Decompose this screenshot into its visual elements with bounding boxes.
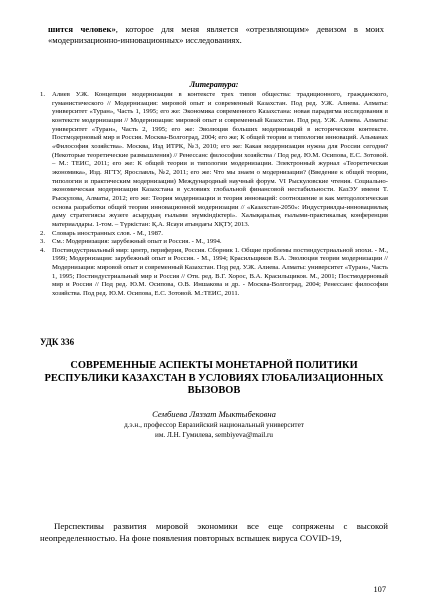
affiliation-line: д.э.н., профессор Евразийский национальный университет: [124, 421, 304, 429]
reference-text: Постиндустриальный мир: центр, периферия, Россия. Сборник 1. Общие проблемы постиндустриальной эпохи. - М., 1999; Модернизация: зарубежный опыт и Россия. - М., 1994; Красильщиков В.А. Эволюция теории модернизации // Модернизация: мировой опыт и современный Казахстан. Под ред. У.Ж. Алиева. Алматы: университет «Туран», Часть 1, 1995; Постиндустриальный мир и Россия // Отв. ред. В.Г. Хорос, В.А. Красильщиков. М., 2001; Постмодерновый мир и Россия // Под ред. Ю.М. Осипова, О.В. Иншакова и др. - Москва-Волгоград, 2004; Ренессанс философии хозяйства. Под ред. Ю.М. Осипова, Е.С. Зотовой. М.:ТЕИС, 2011.: [52, 246, 388, 298]
intro-bold-text: шится человек»: [48, 24, 116, 34]
reference-text: Алиев У.Ж. Концепция модернизации в контексте трех типов общества: традиционного, гражданского, гуманистического // Модернизация: мировой опыт и современный Казахстан. Под ред. У.Ж. Алиева. Алматы: университет «Туран», Часть 1, 1995; его же: Экономика современного Казахстана: новая парадигма исследования в контексте модернизации // Модернизация: мировой опыт и современный Казахстан. Под ред. У.Ж. Алиева. Алматы: университет «Туран», Часть 2, 1995; его же: Эволюция больших модернизаций в историческом контексте. Постмодерновый мир и Россия. Москва-Волгоград, 2004; его же; К общей теории и типологии инноваций. Альманах «Философия хозяйства». Москва, Изд ИТРК, №3, 2010; его же: Какая модернизация нужна для России сегодня? (Некоторые теоретические размышления) // Ренессанс философии хозяйства / Под ред. Ю.М. Осипова, Е.С. Зотовой. – М.: ТЕИС, 2011; его же: К общей теории и типологии модернизации. Электронный журнал «Теоретическая экономика», Изд. ЯГТУ, Ярославль, №2, 2011; его же: Что мы знаем о модернизации? (Введение к общей теории, типологии и практическим модернизации) Международный научный форум. VI Рыскуловские чтения. Социально-экономическая модернизация Казахстана в условиях глобальной финансовой нестабильности. КазЭУ имени Т. Рыскулова, Алматы, 2012; его же: Теория модернизации и теория инноваций: соотношение и как методологическая основа разработки общей теории инновационной модернизации // «Казахстан-2050»: Индустриялды-инновациялық даму стратегиясы жүзеге асырудың ғылыми мүмкіндіктері». Халықаралық ғылыми-практикалық конференция материалдары. 1-том. – Түркістан: Қ.А. Ясауи атындағы ХҚТУ, 2013.: [52, 91, 388, 228]
reference-text: См.: Модернизация: зарубежный опыт и Россия. - М., 1994.: [52, 238, 222, 246]
body-paragraph: Перспективы развития мировой экономики все еще сопряжены с высокой неопределенностью. На фоне появления повторных вспышек вируса COVID-19,: [40, 521, 388, 543]
reference-number: 1.: [40, 91, 46, 98]
reference-item: [40, 91, 388, 230]
affiliation-line: им. Л.Н. Гумилева, sembiyeva@mail.ru: [155, 430, 273, 439]
page-number: 107: [373, 585, 386, 594]
reference-item: [40, 247, 388, 299]
reference-item: [40, 230, 388, 239]
reference-number: 3.: [40, 238, 46, 246]
literature-heading: Литература:: [189, 80, 239, 89]
reference-text: Словарь иностранных слов. - М., 1987.: [52, 229, 163, 237]
author-affiliation: [0, 421, 428, 440]
reference-list: [40, 91, 388, 299]
udk-code: УДК 336: [40, 337, 75, 347]
reference-number: 4.: [40, 246, 46, 254]
intro-paragraph: [48, 24, 384, 46]
intro-rest-text: , которое для меня является «отрезвляющим» девизом в моих «модернизационно-инновационных» исследованиях.: [48, 24, 384, 45]
reference-item: [40, 238, 388, 247]
author-name: Сембиева Ляззат Мыктыбековна: [152, 409, 276, 419]
reference-number: 2.: [40, 229, 46, 237]
article-title: СОВРЕМЕННЫЕ АСПЕКТЫ МОНЕТАРНОЙ ПОЛИТИКИ РЕСПУБЛИКИ КАЗАХСТАН В УСЛОВИЯХ ГЛОБАЛИЗАЦИОННЫХ ВЫЗОВОВ: [44, 360, 384, 396]
